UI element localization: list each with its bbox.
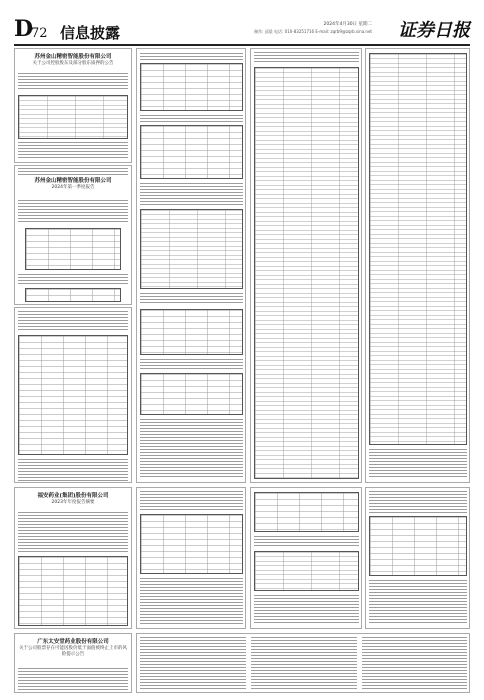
page-letter: D	[14, 16, 34, 42]
article-text	[140, 293, 243, 305]
article-text	[369, 491, 467, 513]
article-text	[140, 359, 243, 369]
data-table	[140, 125, 243, 179]
article-block	[14, 307, 132, 483]
data-table	[25, 228, 121, 270]
data-table	[25, 288, 121, 302]
article-text	[18, 311, 128, 331]
article-text	[140, 637, 246, 691]
masthead	[14, 18, 470, 44]
data-table	[369, 516, 467, 576]
article-block	[250, 48, 362, 483]
article-text	[140, 491, 243, 511]
article-block	[136, 633, 470, 693]
article-text	[18, 73, 128, 91]
data-table	[140, 63, 243, 111]
section-title: 信息披露	[60, 24, 121, 42]
article-text	[140, 419, 243, 479]
article-text	[18, 668, 128, 690]
article-text	[254, 595, 359, 625]
article-block	[14, 633, 132, 693]
article-text	[140, 115, 243, 123]
data-table	[140, 373, 243, 415]
article-text	[18, 200, 128, 224]
article-block	[365, 487, 470, 629]
header-rule	[14, 44, 470, 46]
article-text	[18, 459, 128, 481]
data-table	[140, 514, 243, 574]
article-text	[18, 142, 128, 160]
article-block	[136, 48, 246, 483]
article-block	[14, 48, 132, 163]
data-table	[18, 95, 128, 139]
article-block	[250, 487, 362, 629]
article-text	[18, 274, 128, 286]
article-block	[14, 487, 132, 629]
article-block	[14, 165, 132, 305]
article-subtitle: 关于公司控股股东及部分股东质押的公告	[32, 61, 114, 66]
newspaper-logo: 证券日报	[398, 20, 470, 41]
article-text	[140, 53, 243, 61]
article-text	[18, 512, 128, 552]
article-text	[362, 637, 467, 691]
article-text	[369, 449, 467, 479]
article-text	[254, 536, 359, 548]
data-table	[18, 556, 128, 626]
article-text	[18, 168, 128, 177]
article-block	[136, 487, 246, 629]
article-subtitle: 2024年第一季度报告	[51, 185, 95, 190]
article-text	[140, 183, 243, 205]
article-text	[140, 578, 243, 626]
article-title: 苏州金山精密智能股份有限公司	[34, 54, 112, 60]
article-block	[365, 48, 470, 483]
data-table	[140, 209, 243, 289]
publication-date: 2024年4月30日 星期二	[323, 22, 372, 27]
data-table	[254, 492, 359, 532]
article-title: 福安药业(集团)股份有限公司	[37, 493, 109, 499]
article-subtitle: 2023年年度报告摘要	[51, 500, 95, 505]
article-text	[369, 580, 467, 624]
editor-info: 制作: 邱晨 电话: 010-83251716 E-mail: zqrb9@zqrb.sina.net	[254, 29, 372, 34]
data-table	[254, 67, 359, 479]
article-text	[254, 52, 359, 64]
page-number: 72	[31, 26, 48, 41]
data-table	[254, 551, 359, 591]
article-text	[251, 637, 357, 691]
article-subtitle: 关于公司股票存在可能因股价低于面值被终止上市的风险提示公告	[19, 646, 127, 657]
article-title: 苏州金山精密智能股份有限公司	[34, 178, 112, 184]
data-table	[369, 53, 467, 445]
data-table	[140, 309, 243, 355]
data-table	[18, 335, 128, 455]
article-title: 广东太安堂药业股份有限公司	[37, 639, 109, 645]
